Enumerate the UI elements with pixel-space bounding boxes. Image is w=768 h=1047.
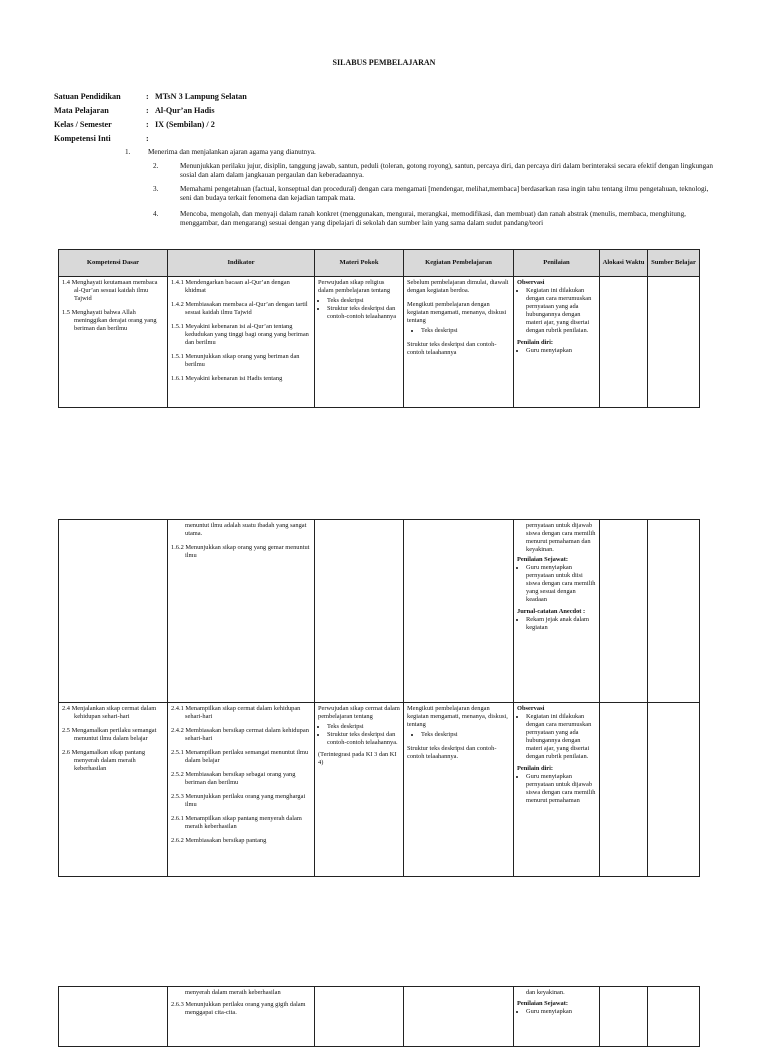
penilaian-item: • Guru menyiapkan	[526, 347, 596, 355]
document-title: SILABUS PEMBELAJARAN	[332, 58, 436, 67]
header-sumber-belajar: Sumber Belajar	[648, 250, 700, 277]
ki-number: 1.	[125, 148, 131, 156]
penilaian-text: dan keyakinan.	[526, 989, 565, 996]
penilaian-item: • Guru menyiapkan pernyataan untuk dijawab siswa dengan cara memilih menurut pemahaman	[526, 773, 596, 805]
cell-indikator	[168, 703, 315, 877]
kd-item: 1.5 Menghayati bahwa Allah meninggikan derajat orang yang beriman dan berilmu	[62, 309, 157, 332]
materi-intro: Perwujudan sikap religius dalam pembelajaran tentang	[318, 279, 391, 294]
materi-item: • Struktur teks deskripsi dan contoh-contoh telaahannya	[327, 305, 400, 321]
header-kegiatan: Kegiatan Pembelajaran	[404, 250, 514, 277]
table-row	[59, 987, 700, 1047]
cell-alokasi-waktu	[600, 987, 648, 1047]
cell-materi-pokok	[315, 987, 404, 1047]
kegiatan-text: Struktur teks deskripsi dan contoh-contoh telaahannya	[407, 341, 497, 356]
cell-indikator	[168, 277, 315, 408]
info-label: Mata Pelajaran	[54, 106, 109, 115]
info-colon: :	[146, 134, 149, 143]
ki-text: Menerima dan menjalankan ajaran agama yang dianutnya.	[148, 148, 316, 156]
kegiatan-text: Mengikuti pembelajaran dengan kegiatan mengamati, menanya, diskusi tentang	[407, 301, 507, 324]
kegiatan-item: • Teks deskripsi	[421, 731, 510, 739]
materi-item: • Teks deskripsi	[327, 297, 400, 305]
cell-kegiatan	[404, 277, 514, 408]
cell-alokasi-waktu	[600, 277, 648, 408]
kegiatan-item: • Teks deskripsi	[421, 327, 510, 335]
info-value: Al-Qur’an Hadis	[155, 106, 215, 115]
header-indikator: Indikator	[168, 250, 315, 277]
cell-alokasi-waktu	[600, 703, 648, 877]
cell-penilaian	[514, 277, 600, 408]
penilaian-heading: Jurnal-catatan Anecdot :	[517, 608, 586, 615]
indikator-item: 2.5.2 Membiasakan bersikap sebagai orang yang beriman dan berilmu	[171, 771, 296, 786]
indikator-item: 1.6.2 Menunjukkan sikap orang yang gemar menuntut ilmu	[171, 544, 310, 559]
indikator-item: 2.4.2 Membiasakan bersikap cermat dalam kehidupan sehari-hari	[171, 727, 309, 742]
header-kompetensi-dasar: Kompetensi Dasar	[59, 250, 168, 277]
cell-kompetensi-dasar	[59, 987, 168, 1047]
header-alokasi-waktu: Alokasi Waktu	[600, 250, 648, 277]
penilaian-item: • Rekam jejak anak dalam kegiatan	[526, 616, 596, 632]
penilaian-heading: Penilain diri:	[517, 339, 554, 346]
materi-intro: Perwujudan sikap cermat dalam pembelajaran tentang	[318, 705, 400, 720]
materi-item: • Struktur teks deskripsi dan contoh-contoh telaahannya.	[327, 731, 400, 747]
cell-kompetensi-dasar	[59, 277, 168, 408]
indikator-item: 2.6.1 Menampilkan sikap pantang menyerah dalam meraih keberhasilan	[171, 815, 302, 830]
penilaian-text: pernyataan untuk dijawab siswa dengan cara memilih menurut pemahaman dan keyakinan.	[526, 522, 596, 553]
kegiatan-text: Mengikuti pembelajaran dengan kegiatan mengamati, menanya, diskusi, tentang	[407, 705, 508, 728]
kegiatan-text: Struktur teks deskripsi dan contoh-contoh telaahannya.	[407, 745, 497, 760]
indikator-item: 2.5.1 Menampilkan perilaku semangat menuntut ilmu dalam belajar	[171, 749, 309, 764]
kd-item: 2.6 Mengamalkan sikap pantang menyerah dalam meraih keberhasilan	[62, 749, 146, 772]
penilaian-item: • Kegiatan ini dilakukan dengan cara merumuskan pernyataan yang ada hubungannya dengan materi ajar, yang disertai dengan rubrik penilaian.	[526, 713, 596, 761]
table-row	[59, 520, 700, 703]
indikator-item: 1.6.1 Meyakini kebenaran isi Hadis tentang	[171, 375, 283, 382]
indikator-item: 1.4.2 Membiasakan membaca al-Qur’an dengan tartil sesuai kaidah ilmu Tajwid	[171, 301, 308, 316]
cell-penilaian	[514, 520, 600, 703]
cell-materi-pokok	[315, 520, 404, 703]
materi-note: (Terintegrasi pada KI 3 dan KI 4)	[318, 751, 397, 766]
penilaian-heading: Penilain diri:	[517, 765, 554, 772]
kegiatan-text: Sebelum pembelajaran dimulai, diawali dengan kegiatan berdoa.	[407, 279, 509, 294]
indikator-item: 1.5.1 Meyakini kebenaran isi al-Qur’an tentang kedudukan yang tinggi bagi orang yang beriman dan berilmu	[171, 323, 309, 346]
cell-indikator	[168, 987, 315, 1047]
cell-kegiatan	[404, 520, 514, 703]
cell-indikator	[168, 520, 315, 703]
syllabus-table-3	[58, 986, 700, 1047]
cell-sumber-belajar	[648, 987, 700, 1047]
info-label: Kelas / Semester	[54, 120, 112, 129]
penilaian-heading: Penilaian Sejawat:	[517, 1000, 568, 1007]
cell-kegiatan	[404, 987, 514, 1047]
header-materi-pokok: Materi Pokok	[315, 250, 404, 277]
ki-text: Memahami pengetahuan (factual, konseptual dan procedural) dengan cara mengamati [mendengar, melihat,membaca] berdasarkan rasa ingin tahu tentang ilmu pengetahuan, teknologi, seni dan budaya terkait fenomena dan kejadian tampak mata.	[180, 185, 709, 203]
indikator-item: 1.5.1 Menunjukkan sikap orang yang beriman dan berilmu	[171, 353, 300, 368]
cell-kegiatan	[404, 703, 514, 877]
ki-number: 4.	[153, 210, 159, 218]
kd-item: 2.4 Menjalankan sikap cermat dalam kehidupan sehari-hari	[62, 705, 157, 720]
info-value: IX (Sembilan) / 2	[155, 120, 215, 129]
indikator-item: 2.6.3 Menunjukkan perilaku orang yang gigih dalam menggapai cita-cita.	[171, 1001, 306, 1016]
indikator-item: 2.4.1 Menampilkan sikap cermat dalam kehidupan sehari-hari	[171, 705, 301, 720]
indikator-item: menyerah dalam meraih keberhasilan	[185, 989, 281, 996]
cell-penilaian	[514, 987, 600, 1047]
table-row	[59, 277, 700, 408]
penilaian-heading: Penilaian Sejawat:	[517, 556, 568, 563]
indikator-item: menuntut ilmu adalah suatu ibadah yang sangat utama.	[185, 522, 307, 537]
penilaian-item: • Kegiatan ini dilakukan dengan cara merumuskan pernyataan yang ada hubungannya dengan materi ajar, yang disertai dengan rubrik penilaian.	[526, 287, 596, 335]
ki-text: Menunjukkan perilaku jujur, disiplin, tanggung jawab, santun, peduli (toleran, gotong royong), santun, percaya diri, dan percaya diri dalam berinteraksi secara efektif dengan lingkungan sosial dan alam dalam jangkauan pergaulan dan keberadaannya.	[180, 162, 714, 180]
penilaian-heading: Observasi	[517, 279, 545, 286]
cell-penilaian	[514, 703, 600, 877]
info-label: Kompetensi Inti	[54, 134, 111, 143]
info-label: Satuan Pendidikan	[54, 92, 121, 101]
cell-alokasi-waktu	[600, 520, 648, 703]
info-colon: :	[146, 120, 149, 129]
cell-materi-pokok	[315, 277, 404, 408]
indikator-item: 1.4.1 Mendengarkan bacaan al-Qur’an dengan khidmat	[171, 279, 290, 294]
cell-kompetensi-dasar	[59, 703, 168, 877]
ki-text: Mencoba, mengolah, dan menyaji dalam ranah konkret (menggunakan, mengurai, merangkai, memodifikasi, dan membuat) dan ranah abstrak (menulis, membaca, menghitung, menggambar, dan mengarang) sesuai dengan yang dipelajari di sekolah dan sumber lain yang sama dalam sudut pandang/teori	[180, 210, 686, 228]
penilaian-heading: Observasi	[517, 705, 545, 712]
cell-sumber-belajar	[648, 277, 700, 408]
syllabus-table-1	[58, 249, 700, 408]
info-colon: :	[146, 106, 149, 115]
cell-kompetensi-dasar	[59, 520, 168, 703]
table-row	[59, 703, 700, 877]
kd-item: 2.5 Mengamalkan perilaku semangat menuntut ilmu dalam belajar	[62, 727, 157, 742]
kd-item: 1.4 Menghayati keutamaan membaca al-Qur’an sesuai kaidah ilmu Tajwid	[62, 279, 158, 302]
syllabus-table-2	[58, 519, 700, 877]
materi-item: • Teks deskripsi	[327, 723, 400, 731]
ki-number: 3.	[153, 185, 159, 193]
ki-number: 2.	[153, 162, 159, 170]
cell-sumber-belajar	[648, 703, 700, 877]
header-penilaian: Penilaian	[514, 250, 600, 277]
cell-materi-pokok	[315, 703, 404, 877]
info-value: MTsN 3 Lampung Selatan	[155, 92, 247, 101]
penilaian-item: • Guru menyiapkan pernyataan untuk diisi siswa dengan cara memilih yang sesuai dengan keadaan	[526, 564, 596, 604]
info-colon: :	[146, 92, 149, 101]
cell-sumber-belajar	[648, 520, 700, 703]
penilaian-item: • Guru menyiapkan	[526, 1008, 596, 1016]
table-header-row	[59, 250, 700, 277]
indikator-item: 2.6.2 Membiasakan bersikap pantang	[171, 837, 267, 844]
indikator-item: 2.5.3 Menunjukkan perilaku orang yang menghargai ilmu	[171, 793, 306, 808]
